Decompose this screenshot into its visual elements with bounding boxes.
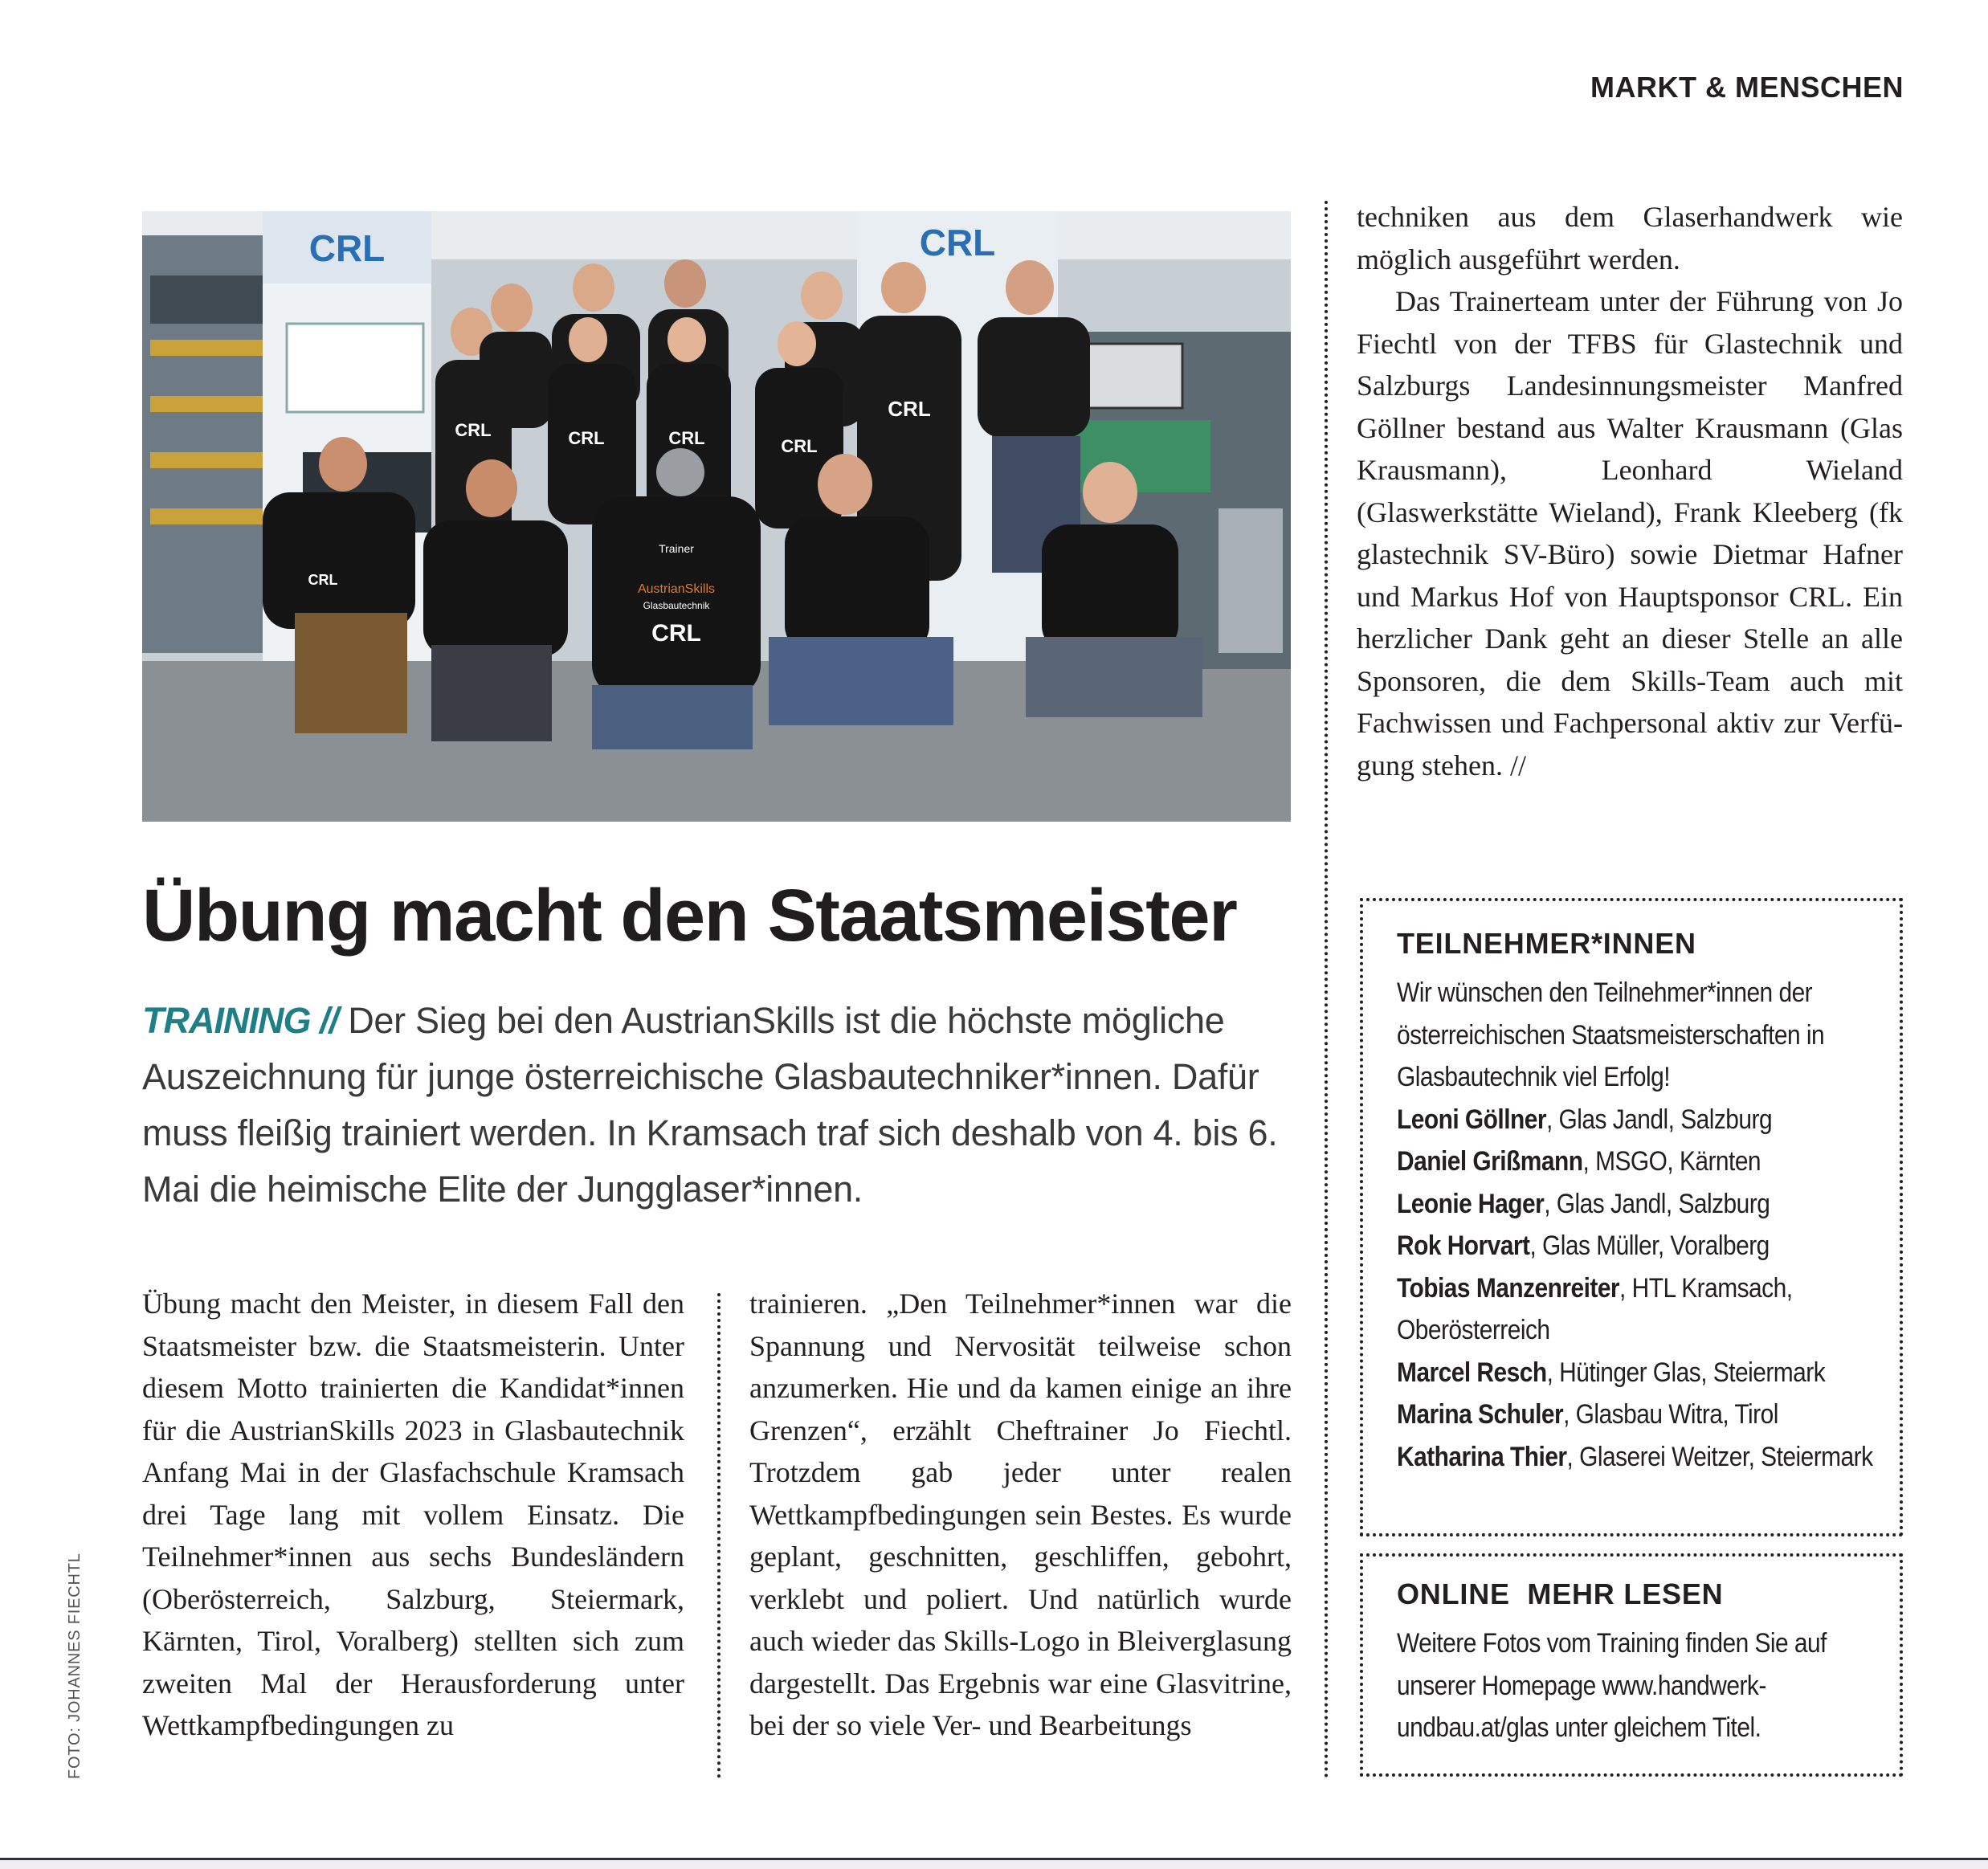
section-label: MARKT & MENSCHEN	[1590, 71, 1904, 104]
svg-text:AustrianSkills: AustrianSkills	[637, 582, 716, 596]
svg-text:CRL: CRL	[781, 436, 818, 456]
participant-name: Katharina Thier	[1397, 1441, 1567, 1472]
online-box	[1360, 1553, 1903, 1777]
page-bottom-edge	[0, 1860, 1988, 1869]
svg-text:CRL: CRL	[308, 572, 338, 588]
svg-text:CRL: CRL	[919, 222, 996, 263]
column-divider	[1325, 201, 1328, 1779]
participants-title: TEILNEHMER*INNEN	[1397, 927, 1696, 960]
participant-detail: , Glas Jandl, Salzburg	[1545, 1104, 1773, 1135]
team-photo	[142, 211, 1291, 822]
participant-name: Marcel Resch	[1397, 1357, 1547, 1388]
participant-entry	[1397, 1394, 1884, 1436]
headline: Übung macht den Staatsmeister	[142, 875, 1237, 957]
body-column-2: trainieren. „Den Teilnehmer*innen war die Spannung und Nervosität teilweise schon anzumerken. Hie und da kamen einige an ihre Grenzen“, erzählt Cheftrainer Jo Fiechtl. Trotzdem gab jeder unter realen Wettkampfbedingungen sein Bestes. Es wurde geplant, geschnitten, geschliffen, gebohrt, verklebt und poliert. Und natürlich wurde auch wieder das Skills-Logo in Bleiverglasung dargestellt. Das Ergebnis war eine Glasvitrine, bei der so viele Ver- und Bearbeitungs	[749, 1287, 1292, 1741]
participant-name: Rok Horvart	[1397, 1230, 1530, 1261]
participant-detail: , Hütinger Glas, Steiermark	[1546, 1357, 1826, 1388]
participant-entry	[1397, 1225, 1884, 1267]
svg-text:CRL: CRL	[455, 420, 492, 440]
lead-text: Der Sieg bei den AustrianSkills ist die höchste mögliche Auszeichnung für junge österreichische Glasbautechniker*innen. Dafür muss fleißig trainiert werden. In Kramsach traf sich deshalb von 4. bis 6. Mai die heimische Elite der Jungglaser*innen.	[142, 1000, 1278, 1210]
participant-detail: , Glaserei Weitzer, Steiermark	[1566, 1441, 1873, 1472]
svg-text:Glasbautechnik: Glasbautechnik	[643, 600, 710, 611]
participant-detail: , MSGO, Kärnten	[1582, 1146, 1761, 1177]
photo-credit: FOTO: JOHANNES FIECHTL	[66, 1553, 84, 1779]
svg-text:CRL: CRL	[308, 227, 386, 269]
participant-name: Tobias Manzenreiter	[1397, 1272, 1620, 1304]
participant-entry	[1397, 1141, 1884, 1183]
lead-paragraph	[142, 993, 1307, 1218]
participant-detail: , Glas Jandl, Salzburg	[1544, 1188, 1770, 1219]
column-divider	[717, 1293, 720, 1778]
online-title: ONLINE MEHR LESEN	[1397, 1577, 1724, 1610]
participant-entry	[1397, 1099, 1884, 1141]
svg-text:CRL: CRL	[888, 397, 931, 421]
svg-text:CRL: CRL	[651, 620, 701, 647]
participant-entry	[1397, 1352, 1884, 1394]
svg-text:Trainer: Trainer	[659, 542, 694, 555]
body-column-1: Übung macht den Meister, in diesem Fall den Staatsmeister bzw. die Staatsmeisterin. Unter diesem Motto trainierten die Kandidat*innen für die AustrianSkills 2023 in Glasbautechnik Anfang Mai in der Glasfachschule Kramsach drei Tage lang mit vollem Einsatz. Die Teilnehmer*innen aus sechs Bundesländern (Oberösterreich, Salzburg, Steiermark, Kärnten, Tirol, Voralberg) stellten sich zum zweiten Mal der Herausforderung unter Wettkampfbedingungen zu	[142, 1287, 684, 1741]
svg-text:CRL: CRL	[568, 428, 605, 448]
participant-detail: , Glas Müller, Voralberg	[1529, 1230, 1770, 1261]
body-paragraph: Das Trainerteam unter der Führung von Jo Fiechtl von der TFBS für Glastechnik und Salzburgs Landesinnungsmeister Manfred Göllner bestand aus Walter Krausmann (Glas Krausmann), Leonhard Wieland (Glaswerkstätte Wieland), Frank Kleeberg (fk glastechnik SV-Büro) sowie Dietmar Hafner und Markus Hof von Hauptsponsor CRL. Ein herzlicher Dank geht an dieser Stelle an alle Sponsoren, die dem Skills-Team auch mit Fachwissen und Fachpersonal aktiv zur Verfügung stehen. //	[1357, 285, 1903, 781]
participants-intro: Wir wünschen den Teilnehmer*innen der österreichischen Staatsmeisterschaften in Glasbautechnik viel Erfolg!	[1397, 977, 1825, 1092]
body-paragraph: techniken aus dem Glaserhandwerk wie möglich ausgeführt werden.	[1357, 201, 1903, 275]
participant-entry	[1397, 1436, 1884, 1479]
participant-entry	[1397, 1267, 1884, 1352]
online-text: Weitere Fotos vom Training finden Sie auf unserer Homepage www.handwerkundbau.at/glas unter gleichem Titel.	[1397, 1628, 1827, 1743]
participants-box	[1360, 898, 1903, 1536]
team-photo-illustration	[142, 211, 1291, 822]
participant-name: Leoni Göllner	[1397, 1104, 1546, 1135]
participant-entry	[1397, 1183, 1884, 1226]
participant-name: Marina Schuler	[1397, 1399, 1564, 1430]
lead-kicker: TRAINING //	[142, 1000, 338, 1041]
svg-text:CRL: CRL	[668, 428, 705, 448]
participant-name: Leonie Hager	[1397, 1188, 1545, 1219]
participant-detail: , HTL Kramsach, Oberösterreich	[1397, 1272, 1793, 1345]
body-column-3	[1357, 196, 1903, 786]
participant-detail: , Glasbau Witra, Tirol	[1563, 1399, 1778, 1430]
participant-name: Daniel Grißmann	[1397, 1146, 1583, 1177]
